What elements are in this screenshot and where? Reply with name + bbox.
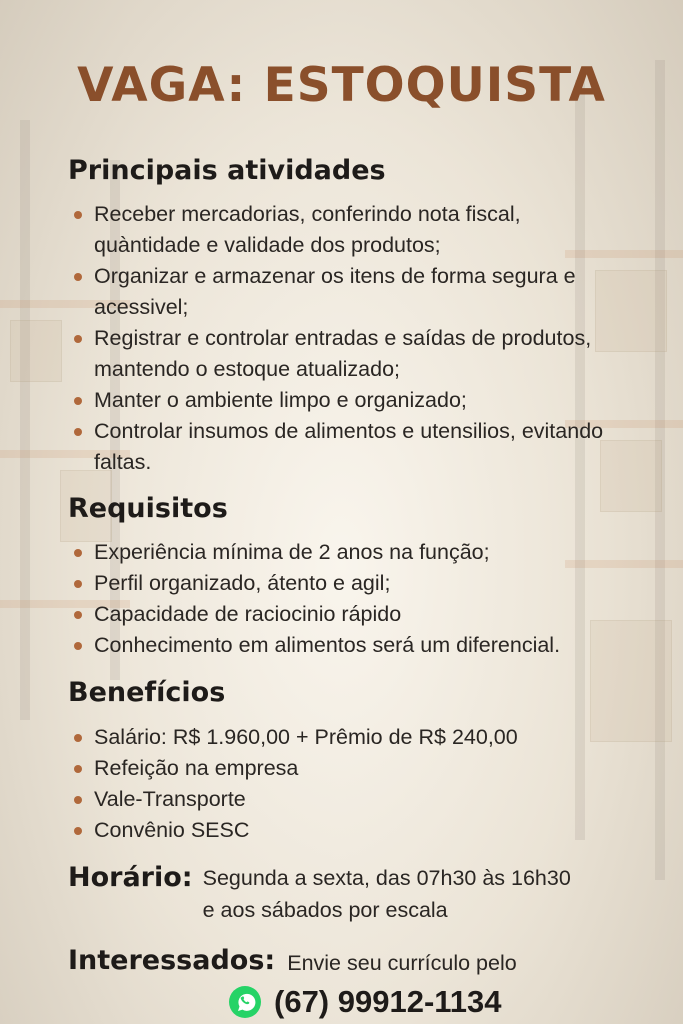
activities-list <box>72 199 632 478</box>
benefits-list <box>72 722 632 846</box>
bullet-icon <box>74 580 82 588</box>
list-item: Salário: R$ 1.960,00 + Prêmio de R$ 240,00 <box>72 722 632 753</box>
requirements-list <box>72 537 672 661</box>
list-item: Experiência mínima de 2 anos na função; <box>72 537 672 568</box>
bullet-icon <box>74 796 82 804</box>
bullet-icon <box>74 428 82 436</box>
schedule-block <box>68 862 571 926</box>
list-item: Manter o ambiente limpo e organizado; <box>72 385 632 416</box>
list-item: Receber mercadorias, conferindo nota fiscal, quàntidade e validade dos produtos; <box>72 199 632 261</box>
phone-row[interactable] <box>228 984 502 1020</box>
page-title: VAGA: ESTOQUISTA <box>77 58 606 113</box>
bullet-icon <box>74 827 82 835</box>
list-item: Refeição na empresa <box>72 753 632 784</box>
bullet-icon <box>74 611 82 619</box>
schedule-label: Horário: <box>68 862 193 893</box>
requirements-heading: Requisitos <box>68 493 228 524</box>
schedule-line-1: Segunda a sexta, das 07h30 às 16h30 <box>202 866 571 890</box>
list-item: Capacidade de raciocinio rápido <box>72 599 672 630</box>
bullet-icon <box>74 642 82 650</box>
phone-number[interactable]: (67) 99912-1134 <box>274 984 502 1019</box>
list-item: Perfil organizado, átento e agil; <box>72 568 672 599</box>
activities-heading: Principais atividades <box>68 155 386 186</box>
bullet-icon <box>74 549 82 557</box>
bullet-icon <box>74 211 82 219</box>
contact-label: Interessados: <box>68 945 276 976</box>
benefits-heading: Benefícios <box>68 677 226 708</box>
list-item: Controlar insumos de alimentos e utensilios, evitando faltas. <box>72 416 632 478</box>
list-item: Registrar e controlar entradas e saídas de produtos, mantendo o estoque atualizado; <box>72 323 632 385</box>
bullet-icon <box>74 734 82 742</box>
bullet-icon <box>74 335 82 343</box>
bullet-icon <box>74 765 82 773</box>
list-item: Organizar e armazenar os itens de forma segura e acessivel; <box>72 261 632 323</box>
contact-text: Envie seu currículo pelo <box>287 951 517 975</box>
list-item: Conhecimento em alimentos será um diferencial. <box>72 630 672 661</box>
schedule-line-2: e aos sábados por escala <box>202 898 448 922</box>
contact-block <box>68 945 517 979</box>
whatsapp-icon <box>228 985 262 1019</box>
list-item: Vale-Transporte <box>72 784 632 815</box>
list-item: Convênio SESC <box>72 815 632 846</box>
bullet-icon <box>74 397 82 405</box>
bullet-icon <box>74 273 82 281</box>
